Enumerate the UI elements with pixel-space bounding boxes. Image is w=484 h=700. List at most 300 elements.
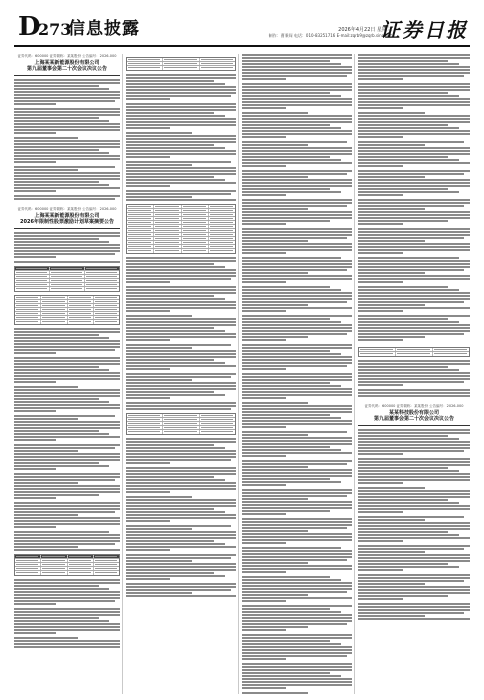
text-line: [358, 444, 470, 446]
text-line: [358, 537, 470, 539]
text-line: [358, 246, 470, 248]
text-line: [14, 632, 120, 634]
announcement-title: [14, 60, 120, 72]
text-line: [358, 124, 470, 126]
text-line: [14, 343, 120, 345]
text-line: [126, 592, 236, 594]
text-line: [126, 347, 236, 349]
text-line: [242, 95, 352, 97]
text-line: [242, 159, 352, 161]
text-line: [242, 107, 352, 109]
text-line: [242, 568, 352, 570]
text-line: [242, 553, 352, 555]
text-line: [358, 531, 470, 533]
text-block-1c: [14, 328, 120, 551]
text-line: [126, 301, 236, 303]
text-line: [14, 597, 120, 599]
text-line: [358, 453, 470, 455]
text-line: [242, 237, 352, 239]
text-line: [242, 394, 352, 396]
text-line: [358, 505, 470, 507]
text-line: [358, 615, 470, 617]
text-line: [242, 414, 352, 416]
text-line: [242, 101, 352, 103]
text-line: [14, 378, 120, 380]
text-line: [126, 499, 236, 501]
text-line: [126, 589, 236, 591]
text-line: [14, 366, 120, 368]
text-line: [126, 153, 236, 155]
text-line: [242, 501, 352, 503]
text-line: [126, 502, 236, 504]
text-line: [358, 508, 470, 510]
text-block-4a: [358, 54, 470, 344]
text-line: [358, 548, 470, 550]
text-line: [358, 321, 470, 323]
text-line: [14, 476, 120, 478]
text-line: [126, 269, 236, 271]
text-line: [242, 231, 352, 233]
text-line: [242, 559, 352, 561]
text-line: [126, 549, 236, 551]
text-line: [242, 118, 352, 120]
text-line: [126, 583, 236, 585]
text-line: [126, 257, 236, 259]
text-line: [242, 266, 352, 268]
text-line: [358, 381, 470, 383]
text-block-1a: [14, 79, 120, 200]
text-line: [358, 577, 470, 579]
text-line: [126, 382, 236, 384]
text-line: [358, 499, 470, 501]
text-line: [126, 121, 236, 123]
text-line: [14, 629, 120, 631]
text-line: [14, 450, 120, 452]
text-line: [126, 147, 236, 149]
text-line: [242, 130, 352, 132]
text-line: [242, 173, 352, 175]
text-line: [14, 381, 120, 383]
text-line: [126, 476, 236, 478]
text-line: [242, 362, 352, 364]
text-line: [126, 362, 236, 364]
text-line: [242, 304, 352, 306]
text-line: [14, 184, 120, 186]
text-line: [242, 675, 352, 677]
text-line: [14, 491, 120, 493]
text-line: [242, 147, 352, 149]
text-line: [358, 101, 470, 103]
text-line: [242, 243, 352, 245]
text-line: [358, 580, 470, 582]
text-line: [14, 436, 120, 438]
text-line: [358, 372, 470, 374]
text-line: [242, 208, 352, 210]
text-line: [358, 363, 470, 365]
text-line: [242, 205, 352, 207]
text-line: [242, 295, 352, 297]
text-block-2b: [126, 257, 236, 410]
text-line: [14, 389, 120, 391]
text-line: [126, 397, 236, 399]
text-line: [242, 608, 352, 610]
text-line: [242, 518, 352, 520]
text-line: [126, 376, 236, 378]
text-line: [242, 669, 352, 671]
text-line: [126, 330, 236, 332]
text-line: [242, 385, 352, 387]
text-line: [242, 466, 352, 468]
text-line: [242, 272, 352, 274]
text-line: [14, 508, 120, 510]
text-line: [242, 124, 352, 126]
text-line: [358, 228, 470, 230]
text-line: [242, 315, 352, 317]
text-line: [14, 594, 120, 596]
text-line: [242, 605, 352, 607]
text-line: [358, 557, 470, 559]
text-line: [14, 132, 120, 134]
text-line: [14, 614, 120, 616]
text-line: [242, 78, 352, 80]
text-line: [358, 438, 470, 440]
text-line: [126, 473, 236, 475]
text-line: [14, 140, 120, 142]
text-line: [358, 324, 470, 326]
text-line: [14, 198, 120, 200]
text-line: [14, 603, 120, 605]
text-line: [126, 115, 236, 117]
text-line: [14, 375, 120, 377]
text-line: [14, 531, 120, 533]
text-line: [242, 666, 352, 668]
text-line: [242, 460, 352, 462]
text-line: [242, 617, 352, 619]
text-line: [242, 72, 352, 74]
text-line: [358, 83, 470, 85]
text-line: [242, 536, 352, 538]
text-line: [358, 208, 470, 210]
text-line: [14, 123, 120, 125]
text-line: [14, 611, 120, 613]
text-line: [358, 336, 470, 338]
text-line: [358, 237, 470, 239]
text-block-1d: [14, 579, 120, 648]
text-line: [358, 234, 470, 236]
text-line: [242, 469, 352, 471]
text-line: [126, 98, 236, 100]
text-line: [242, 510, 352, 512]
text-line: [126, 310, 236, 312]
text-line: [14, 479, 120, 481]
text-line: [242, 66, 352, 68]
text-line: [126, 118, 236, 120]
text-line: [126, 560, 236, 562]
text-line: [242, 217, 352, 219]
text-line: [242, 144, 352, 146]
text-line: [126, 388, 236, 390]
text-line: [242, 495, 352, 497]
text-line: [14, 108, 120, 110]
text-line: [242, 437, 352, 439]
contact-line: 制作：曹秉琛 电话：010-83251716 E-mail:zqrb9@zqrb.sina.net: [268, 33, 392, 38]
text-line: [242, 63, 352, 65]
text-line: [242, 150, 352, 152]
text-line: [126, 103, 236, 105]
text-line: [126, 456, 236, 458]
text-line: [358, 375, 470, 377]
text-line: [14, 494, 120, 496]
text-line: [242, 672, 352, 674]
page-number: 273: [38, 20, 72, 39]
text-line: [126, 511, 236, 513]
text-line: [14, 540, 120, 542]
text-line: [242, 446, 352, 448]
text-line: [14, 250, 120, 252]
text-line: [126, 368, 236, 370]
text-line: [358, 63, 470, 65]
text-line: [126, 365, 236, 367]
announcement-title-line: 上海某某新能源股份有限公司: [34, 60, 100, 66]
text-line: [126, 453, 236, 455]
text-line: [358, 545, 470, 547]
text-line: [242, 562, 352, 564]
text-line: [126, 164, 236, 166]
text-line: [358, 281, 470, 283]
text-line: [126, 327, 236, 329]
text-line: [126, 135, 236, 137]
data-table: [14, 554, 120, 576]
text-line: [14, 424, 120, 426]
text-line: [358, 389, 470, 391]
announcement-title: [358, 410, 470, 422]
text-block-4c: [358, 429, 470, 620]
text-line: [358, 156, 470, 158]
text-line: [242, 637, 352, 639]
text-line: [126, 315, 236, 317]
text-line: [242, 333, 352, 335]
text-line: [242, 643, 352, 645]
column-2: [126, 54, 236, 694]
text-line: [14, 117, 120, 119]
text-line: [242, 365, 352, 367]
text-line: [14, 626, 120, 628]
text-line: [242, 649, 352, 651]
text-line: [126, 563, 236, 565]
text-line: [242, 170, 352, 172]
text-line: [14, 514, 120, 516]
text-line: [14, 372, 120, 374]
text-line: [126, 196, 236, 198]
text-line: [358, 595, 470, 597]
text-line: [242, 86, 352, 88]
text-line: [126, 359, 236, 361]
text-line: [126, 520, 236, 522]
text-line: [126, 505, 236, 507]
text-line: [242, 507, 352, 509]
text-line: [126, 156, 236, 158]
text-line: [14, 149, 120, 151]
text-line: [126, 514, 236, 516]
text-line: [358, 369, 470, 371]
text-line: [14, 418, 120, 420]
text-line: [242, 141, 352, 143]
text-line: [242, 292, 352, 294]
text-line: [242, 475, 352, 477]
announcement-code-line: 证券代码：600000 证券简称：某某股份 公告编号：2026-000: [17, 54, 117, 58]
text-line: [242, 136, 352, 138]
text-line: [126, 83, 236, 85]
page-letter: D: [18, 12, 41, 42]
text-line: [14, 447, 120, 449]
text-line: [14, 640, 120, 642]
text-line: [242, 611, 352, 613]
text-line: [242, 547, 352, 549]
text-line: [126, 540, 236, 542]
text-line: [242, 434, 352, 436]
text-line: [126, 161, 236, 163]
text-line: [242, 579, 352, 581]
text-line: [14, 360, 120, 362]
text-line: [126, 339, 236, 341]
text-line: [14, 97, 120, 99]
text-line: [14, 111, 120, 113]
text-line: [242, 220, 352, 222]
text-line: [126, 179, 236, 181]
text-block-2c: [126, 438, 236, 597]
text-line: [242, 556, 352, 558]
announcement-title: [14, 213, 120, 225]
text-line: [14, 172, 120, 174]
text-line: [242, 405, 352, 407]
text-line: [358, 78, 470, 80]
text-line: [126, 459, 236, 461]
text-line: [242, 658, 352, 660]
text-line: [14, 331, 120, 333]
text-line: [242, 655, 352, 657]
text-line: [242, 223, 352, 225]
text-line: [126, 356, 236, 358]
text-line: [358, 252, 470, 254]
text-line: [242, 185, 352, 187]
text-line: [14, 261, 120, 263]
text-line: [358, 141, 470, 143]
text-line: [358, 496, 470, 498]
text-line: [14, 534, 120, 536]
text-line: [358, 392, 470, 394]
text-line: [126, 263, 236, 265]
text-line: [358, 89, 470, 91]
text-line: [126, 127, 236, 129]
text-line: [14, 244, 120, 246]
text-line: [242, 307, 352, 309]
text-line: [358, 583, 470, 585]
text-block-1b: [14, 232, 120, 263]
text-line: [126, 295, 236, 297]
text-line: [242, 199, 352, 201]
text-line: [358, 176, 470, 178]
text-line: [126, 438, 236, 440]
text-line: [358, 470, 470, 472]
text-line: [14, 617, 120, 619]
column-divider: [354, 54, 355, 694]
text-line: [242, 376, 352, 378]
text-line: [14, 473, 120, 475]
text-line: [242, 620, 352, 622]
text-line: [358, 75, 470, 77]
data-table: [14, 266, 120, 292]
text-line: [126, 528, 236, 530]
text-line: [14, 120, 120, 122]
text-line: [126, 318, 236, 320]
text-line: [126, 185, 236, 187]
text-line: [126, 124, 236, 126]
text-line: [242, 481, 352, 483]
text-line: [358, 115, 470, 117]
text-line: [358, 598, 470, 600]
text-line: [242, 634, 352, 636]
text-line: [14, 238, 120, 240]
data-table: [126, 413, 236, 435]
text-line: [126, 333, 236, 335]
text-line: [358, 429, 470, 431]
text-line: [14, 363, 120, 365]
text-line: [358, 191, 470, 193]
text-line: [242, 112, 352, 114]
text-line: [14, 415, 120, 417]
text-line: [14, 439, 120, 441]
data-table: [126, 204, 236, 254]
text-line: [242, 356, 352, 358]
text-line: [14, 155, 120, 157]
text-line: [14, 407, 120, 409]
text-line: [242, 234, 352, 236]
text-line: [126, 408, 236, 410]
text-line: [242, 440, 352, 442]
text-line: [14, 349, 120, 351]
text-line: [126, 344, 236, 346]
data-table: [358, 347, 470, 357]
text-line: [242, 571, 352, 573]
text-line: [358, 165, 470, 167]
announcement-title-line: 某某科技股份有限公司: [388, 410, 439, 416]
text-line: [358, 217, 470, 219]
text-line: [14, 537, 120, 539]
text-line: [14, 247, 120, 249]
text-line: [126, 508, 236, 510]
text-line: [358, 473, 470, 475]
text-line: [126, 275, 236, 277]
text-line: [242, 115, 352, 117]
text-line: [14, 161, 120, 163]
text-line: [358, 378, 470, 380]
text-line: [14, 334, 120, 336]
text-line: [358, 211, 470, 213]
text-line: [126, 557, 236, 559]
text-line: [14, 482, 120, 484]
text-line: [358, 127, 470, 129]
text-line: [358, 170, 470, 172]
text-line: [242, 310, 352, 312]
text-line: [242, 402, 352, 404]
text-line: [242, 318, 352, 320]
text-line: [126, 74, 236, 76]
text-line: [14, 401, 120, 403]
text-line: [242, 408, 352, 410]
text-line: [242, 382, 352, 384]
text-line: [14, 427, 120, 429]
text-line: [242, 629, 352, 631]
